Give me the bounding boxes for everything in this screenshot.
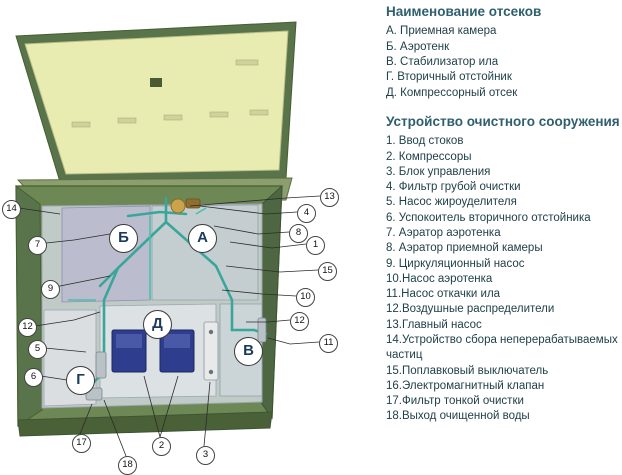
compartment-item: Б. Аэротенк [386,40,450,53]
callout-5: 5 [28,340,47,359]
lid-group [16,22,296,182]
device-item: 7. Аэратор аэротенка [386,227,501,240]
callout-7: 7 [28,236,47,255]
device-item: 14.Устройство сбора неперерабатываемых частиц [386,334,618,362]
callout-14: 14 [2,200,21,219]
device-item: 9. Циркуляционный насос [386,257,525,270]
compartments-title: Наименование отсеков [386,4,542,19]
compartment-item: Д. Компрессорный отсек [386,86,518,99]
compartment-item: Г. Вторичный отстойник [386,71,512,84]
device-title: Устройство очистного сооружения [386,113,620,129]
callout-1: 1 [306,236,325,255]
callout-10: 10 [296,288,315,307]
legend-spacer [386,101,622,114]
callout-17: 17 [72,434,91,453]
device-item: 17.Фильтр тонкой очистки [386,395,524,408]
callout-15: 15 [318,262,337,281]
chamber-g: Г [66,366,95,395]
callout-18: 18 [118,456,137,475]
compartment-item: В. Стабилизатор ила [386,56,499,69]
callout-8: 8 [289,224,308,243]
callout-12-right: 12 [290,312,309,331]
chamber-a: А [188,224,217,253]
compartment-item: А. Приемная камера [386,25,497,38]
device-item: 6. Успокоитель вторичного отстойника [386,211,591,224]
callout-3: 3 [196,446,215,465]
device-item: 3. Блок управления [386,165,491,178]
device-list [386,134,622,424]
device-item: 2. Компрессоры [386,150,472,163]
device-item: 15.Поплавковый выключатель [386,364,549,377]
callout-9: 9 [41,280,60,299]
device-item: 1. Ввод стоков [386,135,464,148]
device-item: 13.Главный насос [386,318,482,331]
callout-2: 2 [152,437,171,456]
compartments-list [386,24,622,100]
device-item: 11.Насос откачки ила [386,288,501,301]
chamber-v: В [234,337,263,366]
device-item: 12.Воздушные распределители [386,303,555,316]
callout-4: 4 [297,204,316,223]
device-item: 16.Электромагнитный клапан [386,379,545,392]
device-item: 10.Насос аэротенка [386,272,493,285]
device-item: 18.Выход очищенной воды [386,410,530,423]
chamber-d: Д [143,310,172,339]
callout-6: 6 [24,368,43,387]
callout-13: 13 [320,188,339,207]
chamber-b: Б [109,224,138,253]
callout-11: 11 [319,334,338,353]
legend-column [386,4,622,425]
device-item: 5. Насос жироуделителя [386,196,517,209]
callout-12-left: 12 [18,318,37,337]
device-item: 8. Аэратор приемной камеры [386,242,543,255]
device-item: 4. Фильтр грубой очистки [386,181,521,194]
